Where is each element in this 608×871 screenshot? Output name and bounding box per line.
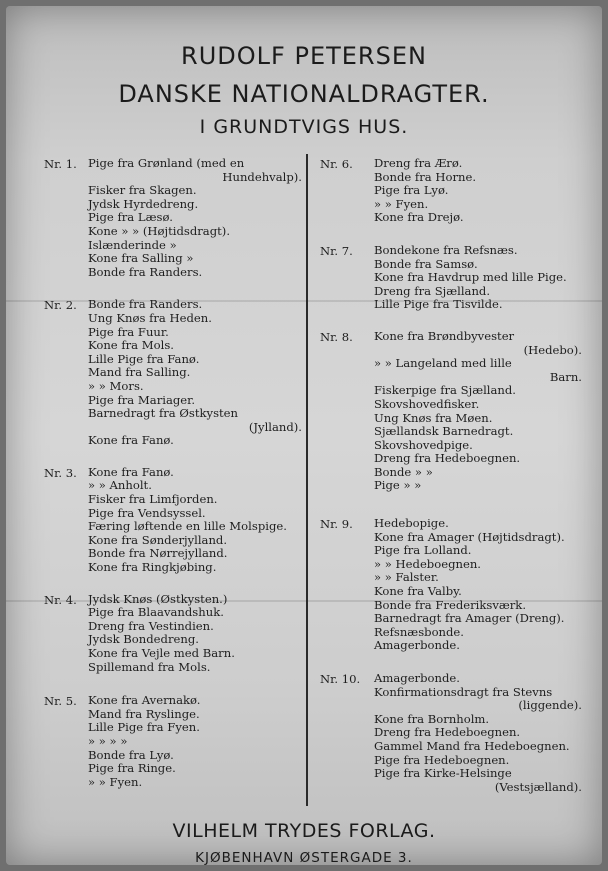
entry-number: Nr. 6. — [320, 157, 353, 171]
entry-line: Amagerbonde. — [374, 638, 460, 653]
entry-line: Lille Pige fra Tisvilde. — [374, 297, 503, 312]
entry-number: Nr. 4. — [44, 592, 77, 607]
entry-line: Fisker fra Skagen. — [88, 183, 197, 198]
entry-line: Bonde fra Randers. — [88, 297, 203, 312]
entry-line: Kone fra Salling » — [88, 251, 194, 266]
entry-line: Pige fra Ringe. — [88, 761, 176, 776]
entry-line: Kone fra Mols. — [88, 338, 174, 353]
entry-lines — [374, 244, 582, 312]
entry-number: Nr. 8. — [320, 329, 353, 344]
entry-line: Mand fra Ryslinge. — [88, 706, 200, 721]
entry-group — [320, 672, 582, 794]
entry-line: Bonde fra Nørrejylland. — [88, 546, 228, 561]
entry-group — [44, 694, 302, 789]
entry-line: Pige fra Grønland (med en — [88, 156, 245, 170]
entry-number: Nr. 10. — [320, 672, 361, 686]
page-title: DANSKE NATIONALDRAGTER. — [118, 80, 490, 108]
entry-line: Hundehvalp). — [222, 169, 302, 184]
entry-line: » » Langeland med lille — [374, 356, 512, 371]
entry-line: Kone fra Fanø. — [88, 464, 174, 479]
entry-line: Kone » » (Højtidsdragt). — [88, 223, 231, 238]
entry-line: Fiskerpige fra Sjælland. — [374, 383, 516, 398]
entry-line: Ung Knøs fra Møen. — [374, 410, 493, 425]
entry-number: Nr. 5. — [44, 694, 77, 709]
entry-line: Pige fra Lolland. — [374, 543, 472, 558]
entry-line: Bonde fra Randers. — [88, 264, 203, 279]
entry-line: Dreng fra Hedeboegnen. — [374, 451, 521, 466]
entry-line: Barnedragt fra Østkysten — [88, 406, 238, 421]
left-column — [44, 157, 302, 789]
entry-line: Islænderinde » — [88, 237, 177, 252]
entry-line: Bonde » » — [374, 464, 433, 479]
entry-line: Bonde fra Samsø. — [374, 256, 478, 271]
entry-number: Nr. 7. — [320, 243, 353, 258]
entry-lines — [88, 694, 302, 789]
entry-line: » » Mors. — [88, 378, 144, 393]
entry-line: Mand fra Salling. — [88, 365, 191, 380]
entry-line: Kone fra Fanø. — [88, 433, 174, 448]
entry-lines — [88, 466, 302, 575]
entry-line: Jydsk Hyrdedreng. — [88, 196, 199, 211]
entry-line: Pige fra Kirke-Helsinge — [374, 766, 512, 781]
entry-line: Refsnæsbonde. — [374, 624, 464, 639]
entry-line: Dreng fra Ærø. — [374, 156, 463, 170]
entry-line: Jydsk Bondedreng. — [88, 632, 199, 647]
entry-line: » » Fyen. — [374, 196, 429, 211]
entry-line: Kone fra Bornholm. — [374, 711, 490, 726]
entry-line: Kone fra Valby. — [374, 584, 462, 599]
entry-line: Bondekone fra Refsnæs. — [374, 242, 518, 257]
entry-number: Nr. 1. — [44, 157, 77, 171]
entry-group — [44, 157, 302, 279]
entry-lines — [88, 157, 302, 279]
entry-line: Pige fra Mariager. — [88, 392, 196, 407]
entry-number: Nr. 9. — [320, 517, 353, 532]
entry-line: Pige fra Hedeboegnen. — [374, 752, 510, 767]
page-subtitle: I GRUNDTVIGS HUS. — [199, 116, 409, 138]
entry-line: Pige fra Vendsyssel. — [88, 505, 206, 520]
entry-line: Kone fra Sønderjylland. — [88, 532, 228, 547]
entry-line: Konfirmationsdragt fra Stevns — [374, 684, 553, 699]
entry-line: Pige fra Fuur. — [88, 324, 169, 339]
entry-line: Færing løftende en lille Molspige. — [88, 519, 287, 534]
publisher-address: KJØBENHAVN ØSTERGADE 3. — [195, 850, 413, 866]
entry-line: Kone fra Drejø. — [374, 210, 464, 225]
entry-line: » » Hedeboegnen. — [374, 556, 481, 571]
entry-line: Pige fra Læsø. — [88, 210, 173, 225]
entry-line: Lille Pige fra Fyen. — [88, 720, 200, 735]
entry-line: (Hedebo). — [523, 342, 582, 357]
entry-line: » » Falster. — [374, 570, 439, 585]
entry-line: Kone fra Ringkjøbing. — [88, 560, 217, 575]
entry-line: Fisker fra Limfjorden. — [88, 492, 218, 507]
entry-line: Hedebopige. — [374, 516, 449, 531]
entry-number: Nr. 3. — [44, 465, 77, 480]
entry-group — [320, 244, 582, 312]
entry-lines — [374, 330, 582, 493]
entry-group — [44, 593, 302, 675]
entry-line: » » Anholt. — [88, 478, 152, 493]
entry-group — [320, 517, 582, 653]
entry-line: Kone fra Vejle med Barn. — [88, 646, 235, 660]
entry-number: Nr. 2. — [44, 298, 77, 313]
entry-lines — [374, 157, 582, 225]
entry-lines — [374, 672, 582, 794]
entry-group — [320, 330, 582, 493]
entry-line: Dreng fra Vestindien. — [88, 618, 214, 633]
entry-line: Pige fra Lyø. — [374, 183, 449, 198]
entry-line: (liggende). — [518, 698, 582, 713]
publisher-name: VILHELM TRYDES FORLAG. — [172, 820, 436, 842]
entry-line: Kone fra Avernakø. — [88, 693, 201, 708]
entry-group — [44, 298, 302, 448]
entry-line: Skovshovedpige. — [374, 437, 473, 452]
entry-line: Kone fra Amager (Højtidsdragt). — [374, 529, 565, 544]
entry-line: Bonde fra Frederiksværk. — [374, 597, 527, 612]
entry-lines — [374, 517, 582, 653]
entry-line: Amagerbonde. — [374, 671, 460, 685]
entry-line: Pige fra Blaavandshuk. — [88, 605, 224, 620]
entry-line: Jydsk Knøs (Østkysten.) — [88, 591, 228, 606]
entry-line: Dreng fra Hedeboegnen. — [374, 725, 521, 740]
entry-line: Skovshovedfisker. — [374, 396, 480, 411]
entry-line: (Vestsjælland). — [494, 779, 582, 794]
column-divider — [306, 154, 308, 806]
entry-line: Barnedragt fra Amager (Dreng). — [374, 611, 565, 626]
entry-line: Pige » » — [374, 478, 422, 493]
entry-group — [44, 466, 302, 575]
entry-line: Dreng fra Sjælland. — [374, 283, 491, 298]
entry-line: Lille Pige fra Fanø. — [88, 351, 200, 366]
entry-line: » » » » — [88, 733, 128, 748]
entry-lines — [88, 593, 302, 675]
entry-line: (Jylland). — [248, 419, 302, 434]
entry-line: Kone fra Brøndbyvester — [374, 328, 515, 343]
entry-line: » » Fyen. — [88, 774, 143, 789]
entry-line: Gammel Mand fra Hedeboegnen. — [374, 738, 570, 753]
entry-line: Sjællandsk Barnedragt. — [374, 424, 514, 439]
entry-line: Barn. — [549, 369, 582, 384]
entry-line: Bonde fra Horne. — [374, 169, 477, 184]
entry-line: Ung Knøs fra Heden. — [88, 310, 212, 325]
entry-line: Bonde fra Lyø. — [88, 747, 174, 762]
right-column — [320, 157, 582, 794]
entry-lines — [88, 298, 302, 448]
entry-group — [320, 157, 582, 225]
entry-line: Spillemand fra Mols. — [88, 659, 211, 674]
entry-line: Kone fra Havdrup med lille Pige. — [374, 270, 567, 285]
author-title: RUDOLF PETERSEN — [181, 42, 427, 70]
